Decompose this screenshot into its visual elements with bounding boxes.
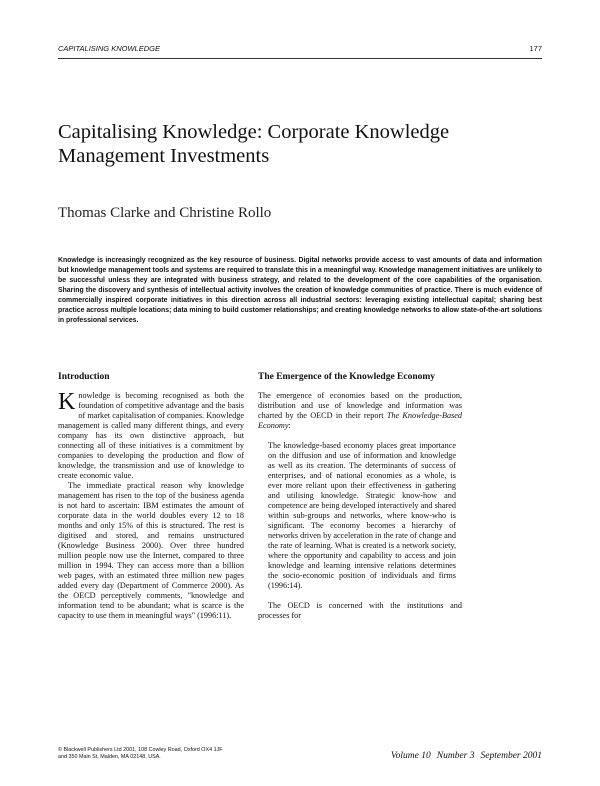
journal-running-title: CAPITALISING KNOWLEDGE [58,44,160,53]
right-column [258,372,462,621]
header-rule [58,58,542,59]
introduction-heading: Introduction [58,372,110,382]
article-title: Capitalising Knowledge: Corporate Knowledge Management Investments [58,121,450,167]
emergence-heading: The Emergence of the Knowledge Economy [258,372,436,382]
introduction-paragraph-1-text: nowledge is becoming recognised as both the foundation of competitive advantage and the basis of market capitalisation of companies. Knowledge management is called many different things, and every company has its own distinctive approach, but connecting all of these initiatives is a commitment by companies to developing the production and flow of knowledge, the transmission and use of knowledge to create economic value. [58,391,244,480]
volume: Volume 10 [390,751,431,761]
left-column [58,372,244,621]
introduction-paragraph-1 [58,391,244,481]
issue-number: Number 3 [436,751,475,761]
copyright-notice [58,747,298,761]
introduction-paragraph-2: The immediate practical reason why knowledge management has risen to the top of the business agenda is not hard to ascertain: IBM estimates the amount of corporate data in the world doubles every 12 to 18 months and only 15% of this is structured. The rest is digitised and stored, and remains unstructured (Knowledge Business 2000). Over three hundred million people now use the Internet, compared to three million in 1994. They can access more than a billion web pages, with an estimated three million new pages added every day (Department of Commerce 2000). As the OECD perceptively comments, "knowledge and information tend to be abundant; what is scarce is the capacity to use them in meaningful ways" (1996:11). [58,481,244,620]
article-authors: Thomas Clarke and Christine Rollo [58,205,272,221]
oecd-block-quote: The knowledge-based economy places great importance on the diffusion and use of information and knowledge as well as its creation. The determinants of success of enterprises, and of national economies as a whole, is ever more reliant upon their effectiveness in gathering and utilising knowledge. Strategic know-how and competence are being developed interactively and shared within sub-groups and networks, where know-who is significant. The economy becomes a hierarchy of networks driven by acceleration in the rate of change and the rate of learning. What is created is a network society, where the opportunity and capability to access and join knowledge and learning intensive relations determines the socio-economic position of individuals and firms (1996:14). [268,441,456,590]
abstract: Knowledge is increasingly recognized as the key resource of business. Digital networks provide access to vast amounts of data and information but knowledge management tools and systems are required to translate this in a meaningful way. Knowledge management initiatives are unlikely to be successful unless they are integrated with business strategy, and related to the development of the core capabilities of the organisation. Sharing the discovery and synthesis of intellectual activity involves the creation of knowledge communities of practice. There is much evidence of commercially inspired corporate initiatives in this direction across all industrial sectors: leveraging existing intellectual capital; sharing best practice across multiple locations; data mining to build customer relationships; and creating knowledge networks to allow state-of-the-art solutions in professional services. [58,257,542,324]
emergence-paragraph-2: The OECD is concerned with the institutions and processes for [258,601,462,620]
page-number: 177 [529,44,542,53]
running-head [58,44,542,53]
copyright-line-1: © Blackwell Publishers Ltd 2001, 108 Cowley Road, Oxford OX4 1JF [58,747,223,753]
report-title: The Knowledge-Based Economy [258,411,462,430]
issue-info [391,751,542,761]
issue-date: September 2001 [480,751,542,761]
emergence-paragraph-1 [258,391,462,431]
emergence-paragraph-1-text: The emergence of economies based on the production, distribution and use of knowledge and information was charted by the OECD in their report [258,391,462,420]
emergence-paragraph-1-end: : [288,421,291,430]
drop-cap: K [58,389,76,415]
copyright-line-2: and 350 Main St, Malden, MA 02148, USA. [58,754,161,760]
